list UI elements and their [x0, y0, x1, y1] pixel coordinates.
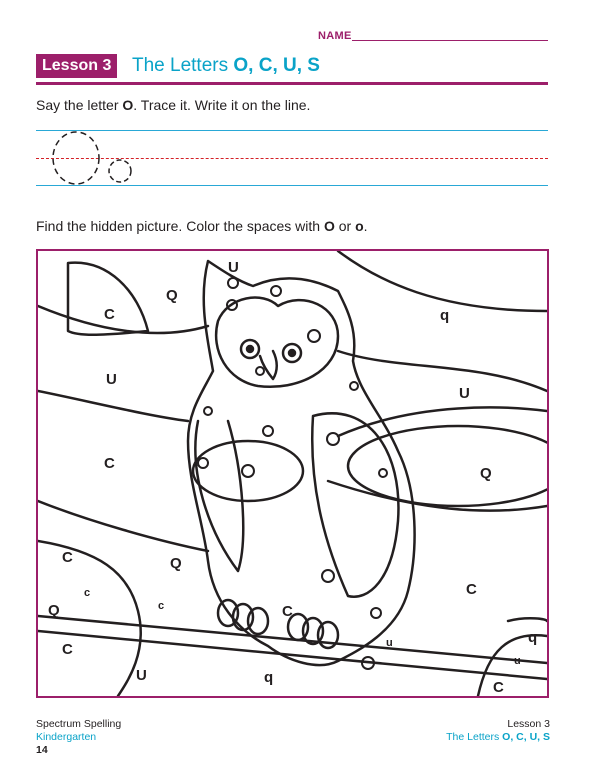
page-number: 14 — [36, 744, 48, 756]
letter-c: C — [104, 455, 115, 472]
lesson-rule — [36, 82, 548, 85]
letter-lower-q: q — [528, 629, 538, 646]
footer-grade: Kindergarten — [36, 731, 97, 743]
o-marker — [242, 465, 254, 477]
letter-c: C — [493, 679, 504, 696]
lesson-header — [36, 54, 548, 82]
find-instruction — [36, 218, 368, 234]
letter-c: C — [104, 306, 115, 323]
instr2-after: . — [363, 218, 368, 234]
letter-u: U — [106, 371, 117, 388]
lesson-title — [132, 54, 320, 78]
hidden-picture-frame — [36, 249, 549, 698]
trace-instruction — [36, 97, 310, 113]
letter-q: Q — [48, 602, 60, 619]
instr2-lower: o — [355, 218, 364, 234]
letter-c: C — [282, 603, 293, 620]
letter-u: U — [459, 385, 470, 402]
o-markers — [38, 251, 547, 696]
trace-letters — [36, 125, 156, 191]
o-marker — [362, 657, 374, 669]
lesson-title-prefix: The Letters — [132, 55, 234, 76]
instr2-before: Find the hidden picture. Color the spaces with — [36, 218, 324, 234]
letter-q: Q — [480, 465, 492, 482]
footer-lesson-title — [446, 731, 550, 744]
footer-left — [36, 718, 121, 757]
letter-lower-u: u — [514, 655, 521, 667]
trace-small-o — [109, 160, 131, 182]
letter-lower-c: c — [84, 587, 91, 599]
o-marker — [204, 407, 212, 415]
o-marker — [379, 469, 387, 477]
o-marker — [198, 458, 208, 468]
footer-lesson: Lesson 3 — [507, 718, 550, 730]
letter-q: Q — [166, 287, 178, 304]
footer-book-title: Spectrum Spelling — [36, 718, 122, 730]
letter-lower-q: q — [440, 307, 450, 324]
o-marker — [308, 330, 320, 342]
o-marker — [227, 300, 237, 310]
letter-lower-u: u — [386, 637, 393, 649]
letter-c: C — [466, 581, 477, 598]
letter-u: U — [136, 667, 147, 684]
o-marker — [327, 433, 339, 445]
instr1-letter: O — [122, 97, 134, 113]
o-marker — [271, 286, 281, 296]
letter-c: C — [62, 549, 73, 566]
o-marker — [228, 278, 238, 288]
letter-c: C — [62, 641, 73, 658]
name-line[interactable] — [352, 40, 548, 41]
instr1-after: . Trace it. Write it on the line. — [133, 97, 311, 113]
letter-lower-q: q — [264, 669, 274, 686]
lesson-title-letters: O, C, U, S — [233, 55, 320, 76]
o-marker — [350, 382, 358, 390]
footer-right — [446, 718, 550, 744]
letter-lower-c: c — [158, 600, 165, 612]
footer-title-letters: O, C, U, S — [502, 731, 550, 743]
instr1-before: Say the letter — [36, 97, 123, 113]
footer-title-prefix: The Letters — [446, 731, 503, 743]
instr2-upper: O — [323, 218, 335, 234]
o-marker — [371, 608, 381, 618]
o-marker — [322, 570, 334, 582]
lesson-badge: Lesson 3 — [36, 54, 117, 78]
instr2-middle: or — [334, 218, 356, 234]
o-marker — [263, 426, 273, 436]
letter-q: Q — [170, 555, 182, 572]
letter-u-top: U — [228, 259, 239, 276]
name-label: NAME — [318, 30, 352, 42]
trace-large-o — [53, 132, 99, 184]
o-marker — [256, 367, 264, 375]
